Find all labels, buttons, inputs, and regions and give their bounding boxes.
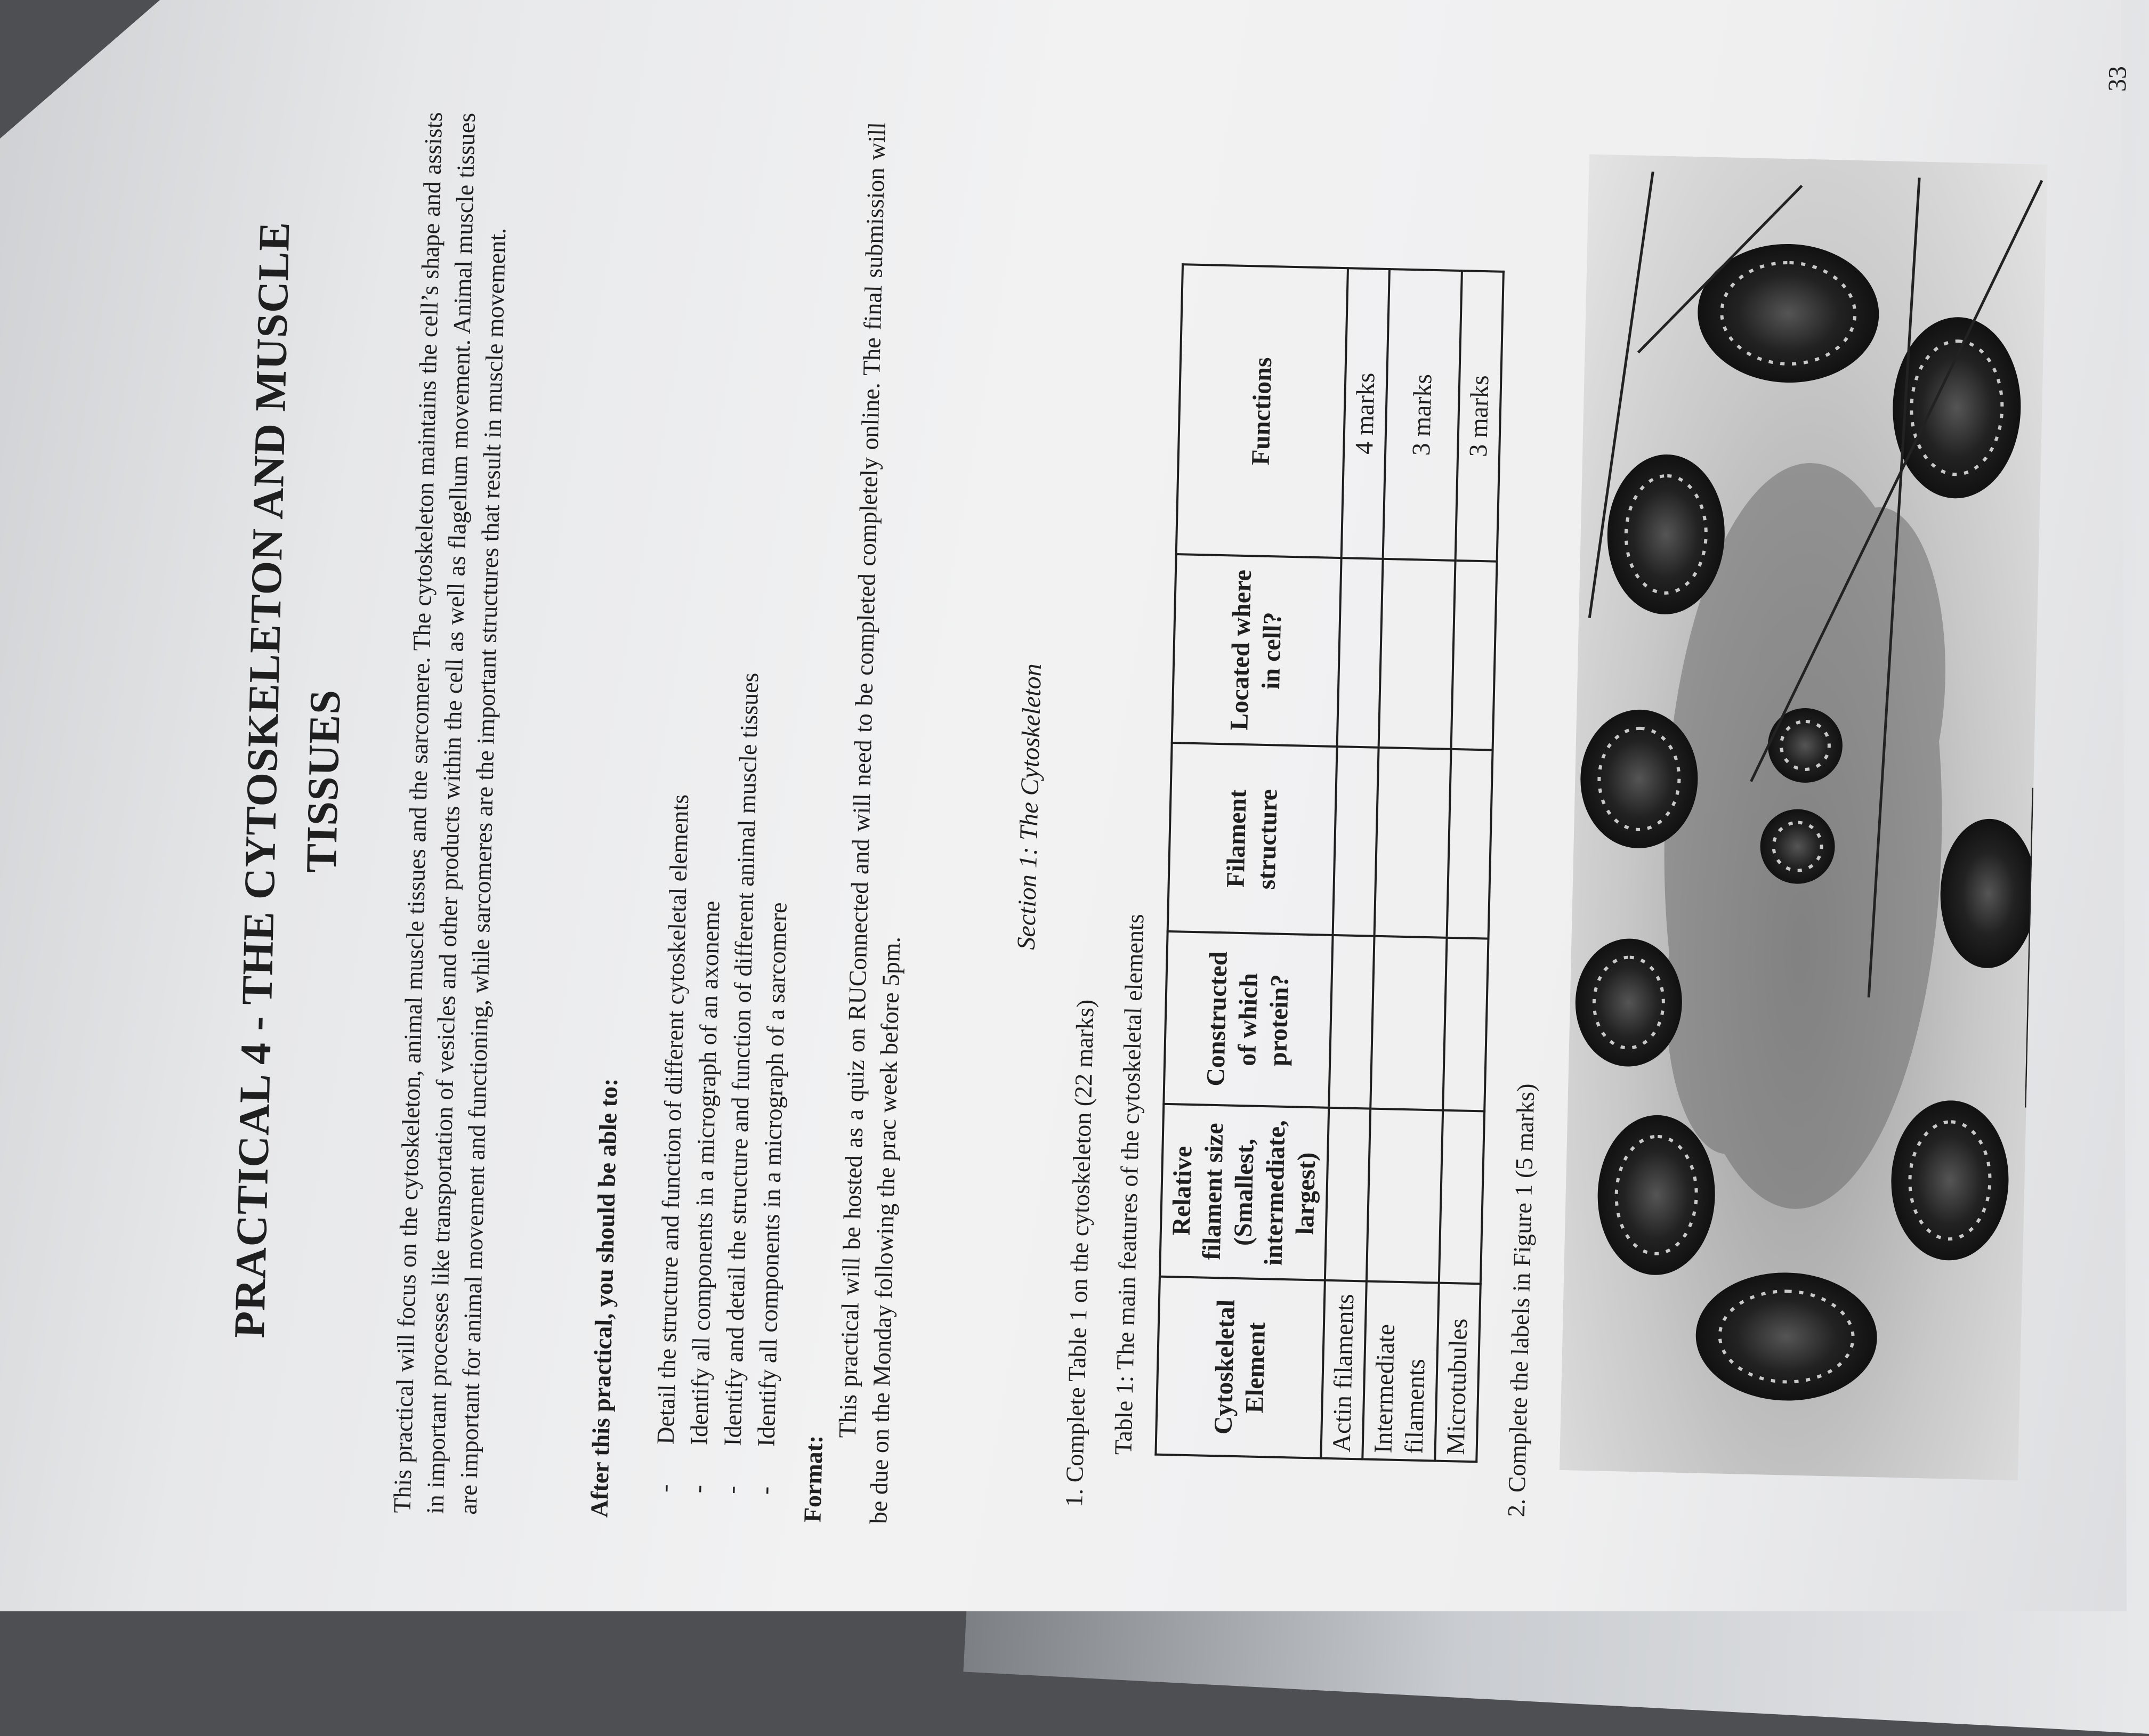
- page-title-line-1: PRACTICAL 4 - THE CYTOSKELETON AND MUSCLE: [224, 221, 299, 1339]
- table-cell[interactable]: [1447, 749, 1493, 939]
- table-header: Functions: [1176, 264, 1348, 558]
- question-1: 1. Complete Table 1 on the cytoskeleton (22 marks): [1060, 999, 1099, 1507]
- table-header: Filament structure: [1168, 743, 1337, 935]
- question-2: 2. Complete the labels in Figure 1 (5 marks): [1502, 1083, 1540, 1518]
- micrograph-image: [1560, 154, 2048, 1480]
- objective-item: - Identify all components in a micrograph of an axoneme: [682, 671, 733, 1446]
- table-header-row: [1156, 264, 1348, 1458]
- table-caption: Table 1: The main features of the cytoskeletal elements: [1109, 913, 1149, 1455]
- table-cell: Microtubules: [1435, 1283, 1481, 1462]
- table-cell[interactable]: [1451, 561, 1497, 750]
- axoneme-micrograph: [1560, 154, 2048, 1480]
- table-header: Relative filament size (Smallest, intermediate, largest): [1160, 1104, 1329, 1280]
- table-cell: Actin filaments: [1321, 1280, 1367, 1459]
- table-cell: 3 marks: [1456, 271, 1504, 562]
- table-header: Constructed of which protein?: [1164, 931, 1332, 1108]
- page-number: 33: [2103, 66, 2132, 92]
- objectives-heading: After this practical, you should be able to:: [585, 1078, 623, 1518]
- objectives-list: [649, 671, 801, 1447]
- document-page: [176, 0, 2149, 1642]
- table-cell: Intermediate filaments: [1362, 1281, 1439, 1461]
- table-cell: 3 marks: [1383, 269, 1462, 561]
- intro-paragraph: This practical will focus on the cytoskeleton, animal muscle tissues and the sarcomere. The cytoskeleton maintains the cell’s shape and assists in important processes like transportation of vesicles and other products within the cell as well as flagellum movement. Animal muscle tissues are important for animal movement and functioning, while sarcomeres are the important structures that result in muscle movement.: [388, 111, 511, 1515]
- objective-item: - Identify all components in a micrograph of a sarcomere: [749, 673, 801, 1447]
- format-text: This practical will be hosted as a quiz on RUConnected and will need to be completed completely online. The final submission will be due on the Monday following the prac week before 5pm.: [833, 121, 906, 1524]
- format-label: Format:: [798, 1435, 828, 1523]
- section-heading: Section 1: The Cytoskeleton: [1012, 663, 1047, 951]
- table-cell[interactable]: [1443, 938, 1488, 1112]
- objective-item: - Identify and detail the structure and function of different animal muscle tissues: [716, 672, 767, 1447]
- table-cell[interactable]: [1370, 936, 1447, 1110]
- table-cell: 4 marks: [1342, 268, 1389, 559]
- table-cell[interactable]: [1325, 1108, 1370, 1281]
- table-cell[interactable]: [1329, 935, 1374, 1109]
- cytoskeleton-table: [1154, 263, 1505, 1463]
- table-cell[interactable]: [1333, 747, 1379, 936]
- table-cell[interactable]: [1375, 748, 1451, 938]
- table-cell[interactable]: [1379, 559, 1456, 749]
- objective-item: - Detail the structure and function of different cytoskeletal elements: [649, 671, 700, 1445]
- table-cell[interactable]: [1337, 558, 1383, 748]
- table-cell[interactable]: [1367, 1109, 1443, 1283]
- page-title-line-2: TISSUES: [296, 688, 350, 874]
- table-header: Located where in cell?: [1172, 554, 1342, 747]
- table-header: Cytoskeletal Element: [1156, 1277, 1324, 1458]
- table-cell[interactable]: [1439, 1110, 1484, 1284]
